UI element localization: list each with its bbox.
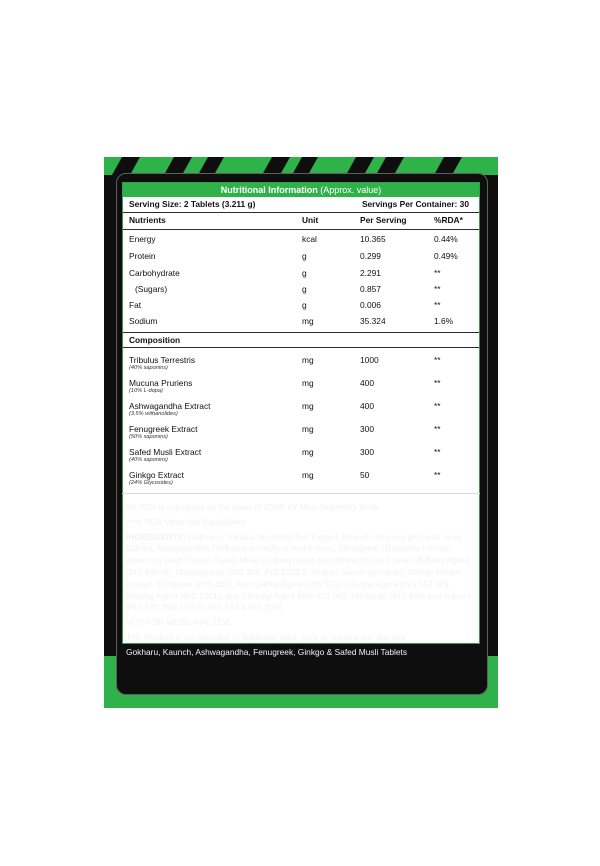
header-unit: Unit (302, 215, 319, 225)
ingredients-text: Gokharu (Tribulus terrestris) fruit Extract, Kaunch (Mucuna pruriens) seed Extract, Ashwagandha (Withania somnifera) root Extract, Fenugreek (Trigonella foenum graecum) seed Extract, Safed Musli (Chlorophytum borivillianum) root Extract, Bulking Agent [INS 460 (I)], Disintegrants (INS 468, INS 1202 & Sodium Starch glycolate), Ginkgo Biloba Extract, Thickener (INS 462), Anti-Caking Agent (INS 551), Glazing Agent [INS 553 (iii)], Binding Agent (INS 1201), Anti-Sticking Agent [INS 470 (iii)], Thickener (INS 464) and colours [INS 171, INS 172 (i), INS 133 & INS 104]. (126, 531, 471, 613)
header-rda: %RDA* (434, 215, 463, 225)
ingredient-standardization: (24% Glycosides) (129, 480, 173, 486)
header-nutrients: Nutrients (129, 215, 166, 225)
nutrient-row (123, 249, 479, 266)
ingredient-standardization: (40% saponins) (129, 457, 168, 463)
label-notes (126, 502, 478, 662)
rda-not-established-note: ** % RDA Value Not Established (126, 516, 246, 527)
ingredient-standardization: (3.5% withanolides) (129, 411, 178, 417)
nutrient-value: 0.006 (360, 300, 381, 310)
nutrient-rda: 0.44% (434, 234, 458, 244)
nutrient-name: Sodium (129, 316, 158, 326)
nutrient-value: 0.299 (360, 251, 381, 261)
nutrient-name: (Sugars) (135, 284, 168, 294)
ingredient-name: Ginkgo Extract (129, 470, 184, 480)
serving-size: Serving Size: 2 Tablets (3.211 g) (129, 199, 256, 209)
nutrient-value: 35.324 (360, 316, 386, 326)
ingredient-standardization: (50% saponins) (129, 434, 168, 440)
nutrient-row (123, 314, 479, 330)
ingredient-name: Ashwagandha Extract (129, 401, 211, 411)
disclaimer-note: This Product is not intended to diagnose, treat, cure or prevent any disease. (126, 631, 408, 642)
composition-row (123, 375, 479, 398)
ingredient-rda: ** (434, 401, 441, 411)
ingredient-unit: mg (302, 355, 314, 365)
ingredient-standardization: (40% saponins) (129, 365, 168, 371)
composition-header (123, 332, 479, 348)
nutrient-row (123, 298, 479, 314)
ingredient-value: 50 (360, 470, 370, 480)
ingredient-value: 400 (360, 401, 374, 411)
title-text: Nutritional Information (220, 185, 318, 195)
nutrient-rda: ** (434, 284, 441, 294)
ingredient-standardization: (10% L-dopa) (129, 388, 163, 394)
nutrient-row (123, 282, 479, 298)
nutrient-unit: g (302, 268, 307, 278)
ingredient-unit: mg (302, 424, 314, 434)
ingredient-rda: ** (434, 447, 441, 457)
nutrient-name: Fat (129, 300, 142, 310)
title-note: (Approx. value) (320, 185, 382, 195)
ingredient-rda: ** (434, 470, 441, 480)
ingredient-name: Mucuna Pruriens (129, 378, 193, 388)
nutrient-value: 2.291 (360, 268, 381, 278)
nutrient-rda: 1.6% (434, 316, 454, 326)
product-name: Gokharu, Kaunch, Ashwagandha, Fenugreek, Ginkgo & Safed Musli Tablets (126, 646, 408, 657)
ingredient-name: Fenugreek Extract (129, 424, 198, 434)
nutrient-name: Energy (129, 234, 156, 244)
composition-row (123, 444, 479, 467)
rda-basis-note: *% RDA is calculated on the basis of ICMR for Men-Sedentary Work (126, 502, 379, 512)
ingredient-rda: ** (434, 424, 441, 434)
ingredient-unit: mg (302, 378, 314, 388)
ingredient-rda: ** (434, 355, 441, 365)
ingredient-name: Safed Musli Extract (129, 447, 202, 457)
composition-row (123, 421, 479, 444)
nutrient-row (123, 232, 479, 249)
ingredient-name: Tribulus Terrestris (129, 355, 196, 365)
nutrient-unit: g (302, 300, 307, 310)
ingredients-label: INGREDIENTS: (126, 531, 187, 542)
nutrient-unit: g (302, 284, 307, 294)
nutrient-unit: g (302, 251, 307, 261)
composition-label: Composition (129, 335, 181, 345)
ingredients-paragraph (126, 532, 478, 615)
nutrient-name: Protein (129, 251, 156, 261)
ingredient-unit: mg (302, 401, 314, 411)
composition-row (123, 352, 479, 375)
nutrient-rda: 0.49% (434, 251, 458, 261)
composition-row (123, 398, 479, 421)
ingredient-value: 300 (360, 424, 374, 434)
ingredient-value: 400 (360, 378, 374, 388)
not-medicinal-note: NOT FOR MEDICINAL USE. (126, 617, 234, 628)
nutrient-rda: ** (434, 300, 441, 310)
serving-row (123, 197, 479, 213)
nutrient-unit: mg (302, 316, 314, 326)
divider (122, 493, 480, 494)
composition-row (123, 467, 479, 490)
header-row (123, 213, 479, 230)
nutrient-value: 0.857 (360, 284, 381, 294)
servings-per-container: Servings Per Container: 30 (361, 199, 469, 209)
ingredient-value: 1000 (360, 355, 379, 365)
table-title (123, 183, 479, 197)
nutrient-row (123, 266, 479, 282)
ingredient-unit: mg (302, 470, 314, 480)
ingredient-unit: mg (302, 447, 314, 457)
label-panel (104, 157, 498, 708)
nutrient-value: 10.365 (360, 234, 386, 244)
nutrient-rda: ** (434, 268, 441, 278)
ingredient-value: 300 (360, 447, 374, 457)
ingredient-rda: ** (434, 378, 441, 388)
nutrient-name: Carbohydrate (129, 268, 180, 278)
header-per-serving: Per Serving (360, 215, 407, 225)
nutrient-unit: kcal (302, 234, 317, 244)
